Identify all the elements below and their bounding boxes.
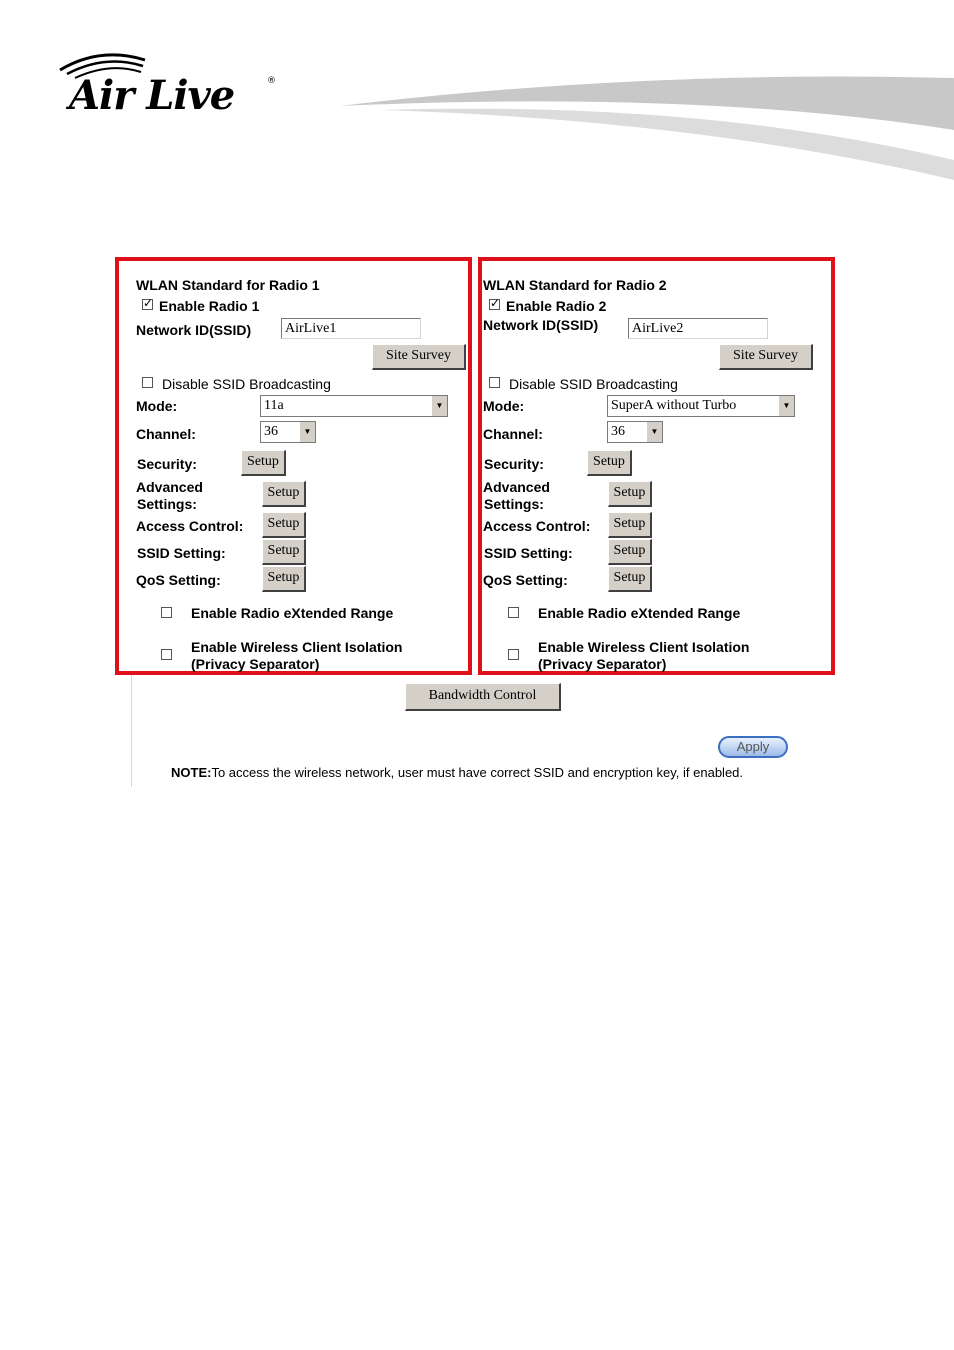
chevron-down-icon[interactable]: ▼ xyxy=(778,396,794,416)
radio1-qos-label: QoS Setting: xyxy=(136,572,221,588)
radio1-xr-label: Enable Radio eXtended Range xyxy=(191,605,394,621)
radio1-ssid-input[interactable]: AirLive1 xyxy=(281,318,421,339)
radio2-channel-value: 36 xyxy=(611,424,625,439)
radio2-channel-select[interactable] xyxy=(607,421,663,443)
chevron-down-icon[interactable]: ▼ xyxy=(299,422,315,442)
note-prefix: NOTE: xyxy=(171,765,212,780)
radio2-disable-ssid-checkbox[interactable] xyxy=(489,377,500,388)
radio1-xr-checkbox[interactable] xyxy=(161,607,172,618)
radio2-isolation-label-line2: (Privacy Separator) xyxy=(538,656,667,672)
radio1-ssid-setting-setup-button[interactable]: Setup xyxy=(262,539,306,565)
chevron-down-icon[interactable]: ▼ xyxy=(431,396,447,416)
radio2-disable-ssid-label: Disable SSID Broadcasting xyxy=(509,376,678,392)
radio2-mode-select[interactable] xyxy=(607,395,795,417)
radio2-enable-label: Enable Radio 2 xyxy=(506,298,607,314)
airlive-logo xyxy=(55,48,285,118)
radio1-ssid-setting-label: SSID Setting: xyxy=(137,545,226,561)
note-text xyxy=(171,765,743,780)
logo-text: Air Live xyxy=(69,72,235,119)
radio2-qos-setup-button[interactable]: Setup xyxy=(608,566,652,592)
radio2-advanced-setup-button[interactable]: Setup xyxy=(608,481,652,507)
radio1-enable-label: Enable Radio 1 xyxy=(159,298,260,314)
radio2-xr-label: Enable Radio eXtended Range xyxy=(538,605,741,621)
radio1-advanced-label-line2: Settings: xyxy=(137,496,197,512)
radio1-channel-value: 36 xyxy=(264,424,278,439)
radio1-advanced-setup-button[interactable]: Setup xyxy=(262,481,306,507)
bandwidth-control-button[interactable]: Bandwidth Control xyxy=(405,683,561,711)
radio1-channel-label: Channel: xyxy=(136,426,196,442)
radio1-qos-setup-button[interactable]: Setup xyxy=(262,566,306,592)
radio2-qos-label: QoS Setting: xyxy=(483,572,568,588)
radio1-disable-ssid-label: Disable SSID Broadcasting xyxy=(162,376,331,392)
radio2-site-survey-button[interactable]: Site Survey xyxy=(719,344,813,370)
radio1-isolation-label-line1: Enable Wireless Client Isolation xyxy=(191,639,403,655)
radio1-channel-select[interactable] xyxy=(260,421,316,443)
radio1-ssid-label: Network ID(SSID) xyxy=(136,322,252,338)
radio2-ssid-label: Network ID(SSID) xyxy=(483,317,599,333)
radio1-enable-checkbox[interactable] xyxy=(142,299,153,310)
radio1-advanced-label-line1: Advanced xyxy=(136,479,203,495)
radio1-mode-label: Mode: xyxy=(136,398,178,414)
radio1-isolation-label-line2: (Privacy Separator) xyxy=(191,656,320,672)
chevron-down-icon[interactable]: ▼ xyxy=(646,422,662,442)
radio2-isolation-checkbox[interactable] xyxy=(508,649,519,660)
radio2-ssid-setting-setup-button[interactable]: Setup xyxy=(608,539,652,565)
radio2-advanced-label-line1: Advanced xyxy=(483,479,550,495)
logo-registered-mark: ® xyxy=(267,76,276,86)
radio2-security-label: Security: xyxy=(484,456,544,472)
radio1-site-survey-button[interactable]: Site Survey xyxy=(372,344,466,370)
radio2-xr-checkbox[interactable] xyxy=(508,607,519,618)
radio2-standard-title: WLAN Standard for Radio 2 xyxy=(483,277,667,293)
radio2-ssid-input[interactable]: AirLive2 xyxy=(628,318,768,339)
radio1-mode-select[interactable] xyxy=(260,395,448,417)
radio2-access-control-setup-button[interactable]: Setup xyxy=(608,512,652,538)
radio2-ssid-setting-label: SSID Setting: xyxy=(484,545,573,561)
apply-button[interactable]: Apply xyxy=(718,736,788,758)
radio1-isolation-checkbox[interactable] xyxy=(161,649,172,660)
radio1-security-label: Security: xyxy=(137,456,197,472)
radio1-access-control-setup-button[interactable]: Setup xyxy=(262,512,306,538)
header-swoosh-graphic xyxy=(340,70,954,185)
radio2-isolation-label-line1: Enable Wireless Client Isolation xyxy=(538,639,750,655)
radio1-access-control-label: Access Control: xyxy=(136,518,244,534)
radio1-mode-value: 11a xyxy=(264,398,284,413)
radio2-access-control-label: Access Control: xyxy=(483,518,591,534)
note-body: To access the wireless network, user must have correct SSID and encryption key, if enabled. xyxy=(211,765,744,780)
radio1-standard-title: WLAN Standard for Radio 1 xyxy=(136,277,320,293)
radio2-security-setup-button[interactable]: Setup xyxy=(587,450,632,476)
radio1-disable-ssid-checkbox[interactable] xyxy=(142,377,153,388)
radio2-advanced-label-line2: Settings: xyxy=(484,496,544,512)
radio2-enable-checkbox[interactable] xyxy=(489,299,500,310)
left-divider-line xyxy=(131,675,132,787)
radio2-mode-label: Mode: xyxy=(483,398,525,414)
radio2-mode-value: SuperA without Turbo xyxy=(611,398,737,413)
radio1-security-setup-button[interactable]: Setup xyxy=(241,450,286,476)
radio2-channel-label: Channel: xyxy=(483,426,543,442)
